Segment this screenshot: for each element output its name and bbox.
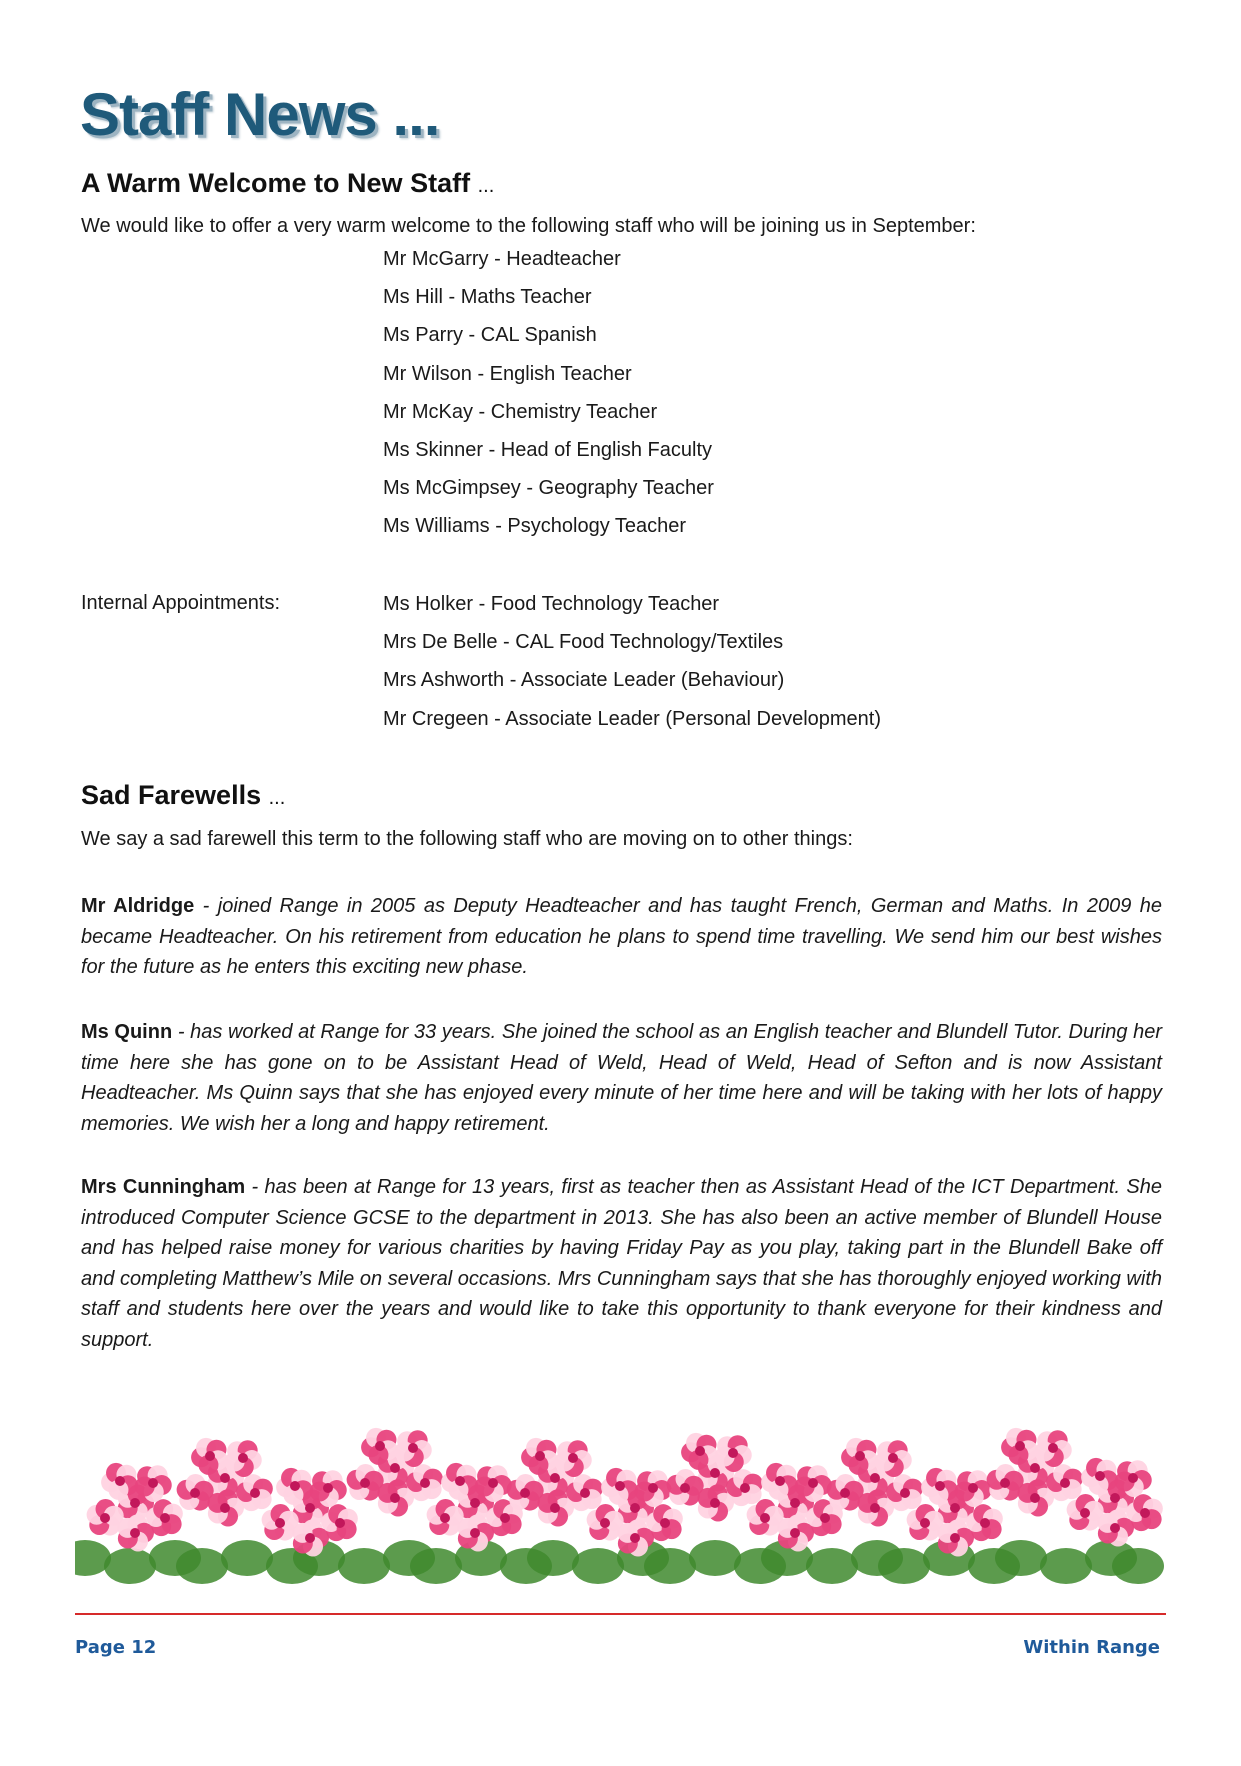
list-item: Ms Skinner - Head of English Faculty — [383, 438, 713, 461]
farewell-text: - has been at Range for 13 years, first as teacher then as Assistant Head of the ICT Department. She introduced Computer Science GCSE to the department in 2013. She has also been an active member of Blundell House and has helped raise money for various charities by having Friday Pay as you play, taking part in the Blundell Bake off and completing Matthew’s Mile on several occasions. Mrs Cunningham says that she has thoroughly enjoyed working with staff and students here over the years and would like to take this opportunity to thank everyone for their kindness and support. — [81, 1176, 1162, 1351]
footer-divider — [75, 1613, 1166, 1615]
list-item: Mrs Ashworth - Associate Leader (Behaviour) — [383, 669, 785, 692]
flower-banner-image — [75, 1408, 1166, 1588]
farewell-name: Ms Quinn — [81, 1021, 173, 1043]
footer-page-number: Page 12 — [75, 1637, 157, 1658]
new-staff-list — [383, 247, 714, 553]
farewell-entry — [81, 1017, 1162, 1139]
list-item: Ms Williams - Psychology Teacher — [383, 515, 687, 538]
farewells-intro: We say a sad farewell this term to the following staff who are moving on to other things: — [81, 828, 853, 850]
farewell-text: - has worked at Range for 33 years. She joined the school as an English teacher and Blundell Tutor. During her time here she has gone on to be Assistant Head of Weld, Head of Weld, Head of Sefton and is now Assistant Headteacher. Ms Quinn says that she has enjoyed every minute of her time here and will be taking with her lots of happy memories. We wish her a long and happy retirement. — [81, 1021, 1162, 1135]
internal-appointments-label: Internal Appointments: — [81, 592, 281, 614]
welcome-heading-ellipsis: ... — [477, 175, 495, 197]
farewell-name: Mrs Cunningham — [81, 1176, 246, 1198]
farewell-text: - joined Range in 2005 as Deputy Headteacher and has taught French, German and Maths. In 2009 he became Headteacher. On his retirement from education he plans to spend time travelling. We send him our best wishes for the future as he enters this exciting new phase. — [81, 895, 1162, 978]
list-item: Ms Holker - Food Technology Teacher — [383, 593, 720, 615]
welcome-heading-text: A Warm Welcome to New Staff — [81, 168, 471, 198]
welcome-heading — [81, 168, 494, 199]
list-item: Ms McGimpsey - Geography Teacher — [383, 477, 714, 500]
farewell-entry — [81, 891, 1162, 983]
farewells-heading — [81, 780, 285, 811]
page-title: Staff News ... — [80, 81, 440, 148]
welcome-intro: We would like to offer a very warm welcome to the following staff who will be joining us in September: — [81, 215, 976, 237]
list-item: Mr McKay - Chemistry Teacher — [383, 400, 658, 423]
internal-appointments-list — [383, 592, 881, 745]
farewell-entry — [81, 1172, 1162, 1355]
list-item: Ms Parry - CAL Spanish — [383, 324, 597, 347]
list-item: Mr McGarry - Headteacher — [383, 248, 621, 270]
farewells-heading-ellipsis: ... — [268, 787, 286, 809]
list-item: Ms Hill - Maths Teacher — [383, 286, 592, 309]
farewell-name: Mr Aldridge — [81, 895, 195, 917]
farewells-heading-text: Sad Farewells — [81, 780, 262, 810]
list-item: Mr Cregeen - Associate Leader (Personal Development) — [383, 707, 882, 730]
footer-publication-name: Within Range — [1023, 1637, 1160, 1658]
list-item: Mr Wilson - English Teacher — [383, 362, 632, 385]
list-item: Mrs De Belle - CAL Food Technology/Textiles — [383, 631, 784, 654]
